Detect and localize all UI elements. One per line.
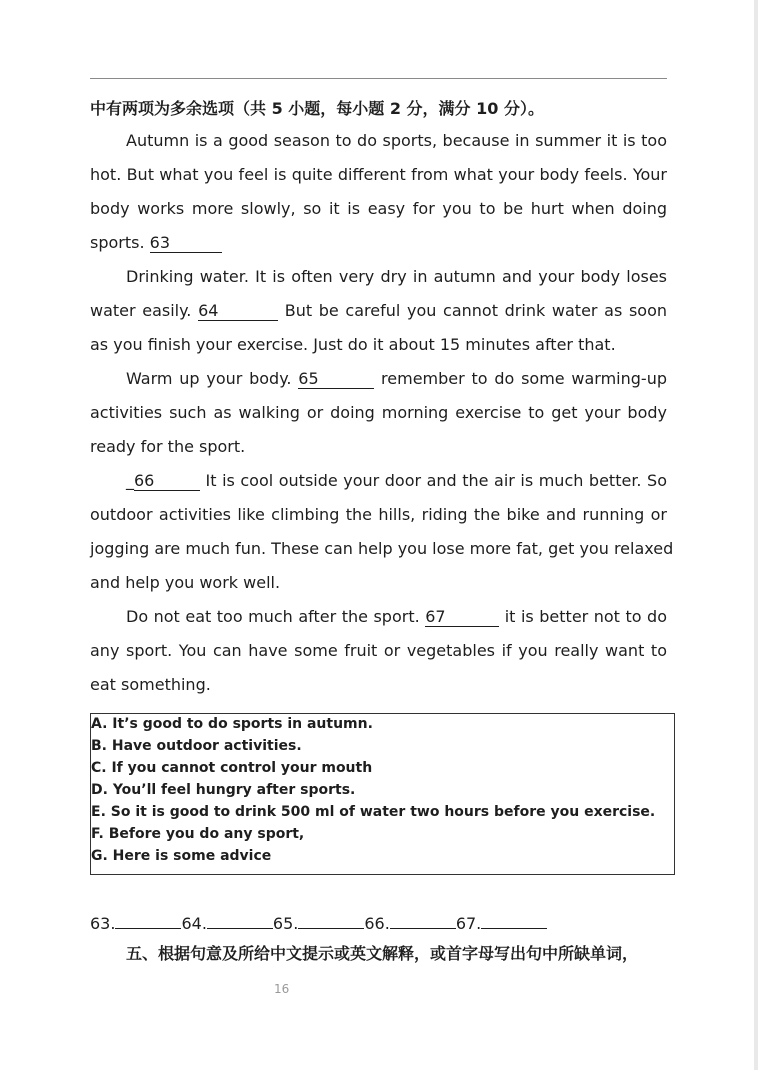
passage-line: Drinking water. It is often very dry in autumn and your body loses [126, 267, 667, 286]
passage-line: any sport. You can have some fruit or vegetables if you really want to [90, 641, 667, 660]
answer-blank-64: 64 [198, 302, 278, 321]
answer-label-67: 67. [455, 914, 482, 933]
passage-line: Autumn is a good season to do sports, because in summer it is too [126, 131, 667, 150]
line-text: Do not eat too much after the sport. [126, 607, 426, 626]
passage-line: as you finish your exercise. Just do it about 15 minutes after that. [90, 335, 616, 354]
answer-blank-65: 65 [298, 370, 374, 389]
passage-line: body works more slowly, so it is easy for you to be hurt when doing [90, 199, 667, 218]
passage-line [126, 606, 667, 628]
answer-line[interactable] [481, 912, 547, 929]
answer-row [90, 912, 547, 933]
answer-blank-67: 67 [425, 608, 499, 627]
line-text: It is cool outside your door and the air is much better. So [200, 471, 667, 490]
passage-line: and help you work well. [90, 573, 281, 592]
answer-line[interactable] [298, 912, 364, 929]
passage-line: activities such as walking or doing morning exercise to get your body [90, 403, 667, 422]
passage-line: outdoor activities like climbing the hills, riding the bike and running or [90, 505, 667, 524]
line-text: sports. [90, 233, 150, 252]
passage-line: hot. But what you feel is quite different from what your body feels. Your [90, 165, 667, 184]
passage-line [90, 300, 667, 322]
option-c: C. If you cannot control your mouth [91, 760, 373, 776]
answer-line[interactable] [115, 912, 181, 929]
answer-line[interactable] [207, 912, 273, 929]
option-a: A. It’s good to do sports in autumn. [91, 716, 373, 732]
answer-label-65: 65. [272, 914, 299, 933]
option-f: F. Before you do any sport, [91, 826, 305, 842]
line-text: Warm up your body. [126, 369, 299, 388]
option-e: E. So it is good to drink 500 ml of water two hours before you exercise. [91, 804, 656, 820]
passage-line [126, 368, 667, 390]
answer-label-64: 64. [181, 914, 207, 933]
answer-label-63: 63. [90, 914, 116, 933]
line-text: But be careful you cannot drink water as soon [278, 301, 668, 320]
option-b: B. Have outdoor activities. [91, 738, 302, 754]
option-g: G. Here is some advice [91, 848, 272, 864]
passage-line [126, 470, 667, 492]
answer-label-66: 66. [364, 914, 390, 933]
passage-line: jogging are much fun. These can help you lose more fat, get you relaxed [90, 539, 674, 558]
next-section-heading: 五、根据句意及所给中文提示或英文解释，或首字母写出句中所缺单词， [126, 944, 639, 963]
line-text: _ [126, 471, 134, 490]
options-box [90, 713, 675, 875]
line-text: water easily. [90, 301, 199, 320]
line-text: remember to do some warming-up [374, 369, 667, 388]
passage-line [90, 232, 667, 254]
answer-blank-66: 66 [134, 472, 200, 491]
top-divider [90, 78, 667, 79]
page-number: 16 [274, 982, 290, 996]
section-heading: 中有两项为多余选项（共 5 小题，每小题 2 分，满分 10 分）。 [90, 99, 544, 118]
passage-line: ready for the sport. [90, 437, 246, 456]
option-d: D. You’ll feel hungry after sports. [91, 782, 356, 798]
line-text: it is better not to do [499, 607, 667, 626]
passage-line: eat something. [90, 675, 211, 694]
answer-blank-63: 63 [150, 234, 222, 253]
answer-line[interactable] [390, 912, 456, 929]
